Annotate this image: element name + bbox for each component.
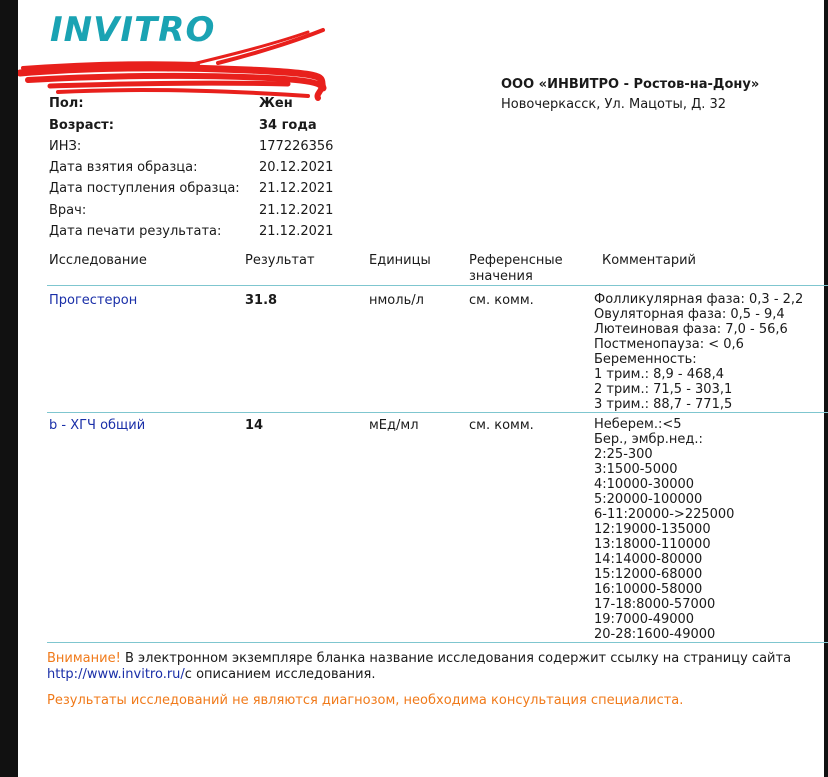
- comment-hcg: [594, 417, 734, 642]
- header-result: Результат: [245, 253, 315, 268]
- header-test: Исследование: [49, 253, 147, 268]
- comment-line: Лютеиновая фаза: 7,0 - 56,6: [594, 322, 788, 337]
- test-link-hcg[interactable]: b - ХГЧ общий: [49, 418, 146, 433]
- comment-line: 6-11:20000->225000: [594, 507, 735, 522]
- row-divider: [47, 412, 828, 413]
- left-black-border: [0, 0, 18, 777]
- reference-value: см. комм.: [469, 418, 534, 433]
- comment-line: Овуляторная фаза: 0,5 - 9,4: [594, 307, 785, 322]
- lab-name: ООО «ИНВИТРО - Ростов-на-Дону»: [501, 77, 760, 92]
- doctor-label: Врач:: [49, 203, 87, 218]
- print-date-value: 21.12.2021: [259, 224, 334, 239]
- comment-line: Неберем.:<5: [594, 417, 682, 432]
- comment-line: 3 трим.: 88,7 - 771,5: [594, 397, 733, 412]
- comment-progesterone: [594, 292, 803, 412]
- table-bottom-divider: [47, 642, 828, 643]
- sample-received-label: Дата поступления образца:: [49, 181, 240, 196]
- result-value: 14: [245, 418, 264, 433]
- units-value: мЕд/мл: [369, 418, 419, 433]
- comment-line: 3:1500-5000: [594, 462, 678, 477]
- comment-line: Бер., эмбр.нед.:: [594, 432, 703, 447]
- inz-value: 177226356: [259, 139, 334, 154]
- comment-line: 14:14000-80000: [594, 552, 703, 567]
- inz-label: ИНЗ:: [49, 139, 82, 154]
- right-black-border: [824, 0, 828, 777]
- header-units: Единицы: [369, 253, 431, 268]
- comment-line: 17-18:8000-57000: [594, 597, 716, 612]
- doctor-value: 21.12.2021: [259, 203, 334, 218]
- units-value: нмоль/л: [369, 293, 424, 308]
- age-value: 34 года: [259, 118, 317, 133]
- header-reference-line2: значения: [469, 269, 533, 284]
- test-link-progesterone[interactable]: Прогестерон: [49, 293, 138, 308]
- table-divider: [47, 285, 828, 286]
- notice-text: В электронном экземпляре бланка название исследования содержит ссылку на страницу сайта: [120, 651, 792, 666]
- invitro-url-link[interactable]: http://www.invitro.ru/: [47, 667, 185, 682]
- disclaimer: Результаты исследований не являются диагнозом, необходима консультация специалиста.: [47, 693, 684, 708]
- comment-line: 4:10000-30000: [594, 477, 695, 492]
- comment-line: 5:20000-100000: [594, 492, 703, 507]
- comment-line: 1 трим.: 8,9 - 468,4: [594, 367, 724, 382]
- comment-line: Постменопауза: < 0,6: [594, 337, 744, 352]
- redaction-scribble: [18, 18, 348, 108]
- notice: [47, 651, 807, 683]
- header-reference-line1: Референсные: [469, 253, 563, 268]
- header-comment: Комментарий: [602, 253, 696, 268]
- comment-line: 16:10000-58000: [594, 582, 703, 597]
- reference-value: см. комм.: [469, 293, 534, 308]
- notice-warning: Внимание!: [47, 651, 121, 666]
- comment-line: Беременность:: [594, 352, 697, 367]
- comment-line: 2:25-300: [594, 447, 653, 462]
- comment-line: 12:19000-135000: [594, 522, 711, 537]
- comment-line: Фолликулярная фаза: 0,3 - 2,2: [594, 292, 804, 307]
- age-label: Возраст:: [49, 118, 114, 133]
- sample-taken-label: Дата взятия образца:: [49, 160, 198, 175]
- comment-line: 19:7000-49000: [594, 612, 695, 627]
- result-value: 31.8: [245, 293, 278, 308]
- sex-value: Жен: [259, 96, 293, 111]
- comment-line: 15:12000-68000: [594, 567, 703, 582]
- comment-line: 2 трим.: 71,5 - 303,1: [594, 382, 733, 397]
- comment-line: 20-28:1600-49000: [594, 627, 716, 642]
- invitro-logo: INVITRO: [50, 10, 216, 50]
- sample-taken-value: 20.12.2021: [259, 160, 334, 175]
- sex-label: Пол:: [49, 96, 84, 111]
- print-date-label: Дата печати результата:: [49, 224, 222, 239]
- comment-line: 13:18000-110000: [594, 537, 711, 552]
- notice-text-end: с описанием исследования.: [184, 667, 376, 682]
- lab-address: Новочеркасск, Ул. Мацоты, Д. 32: [501, 97, 727, 112]
- header-reference: [469, 253, 563, 285]
- sample-received-value: 21.12.2021: [259, 181, 334, 196]
